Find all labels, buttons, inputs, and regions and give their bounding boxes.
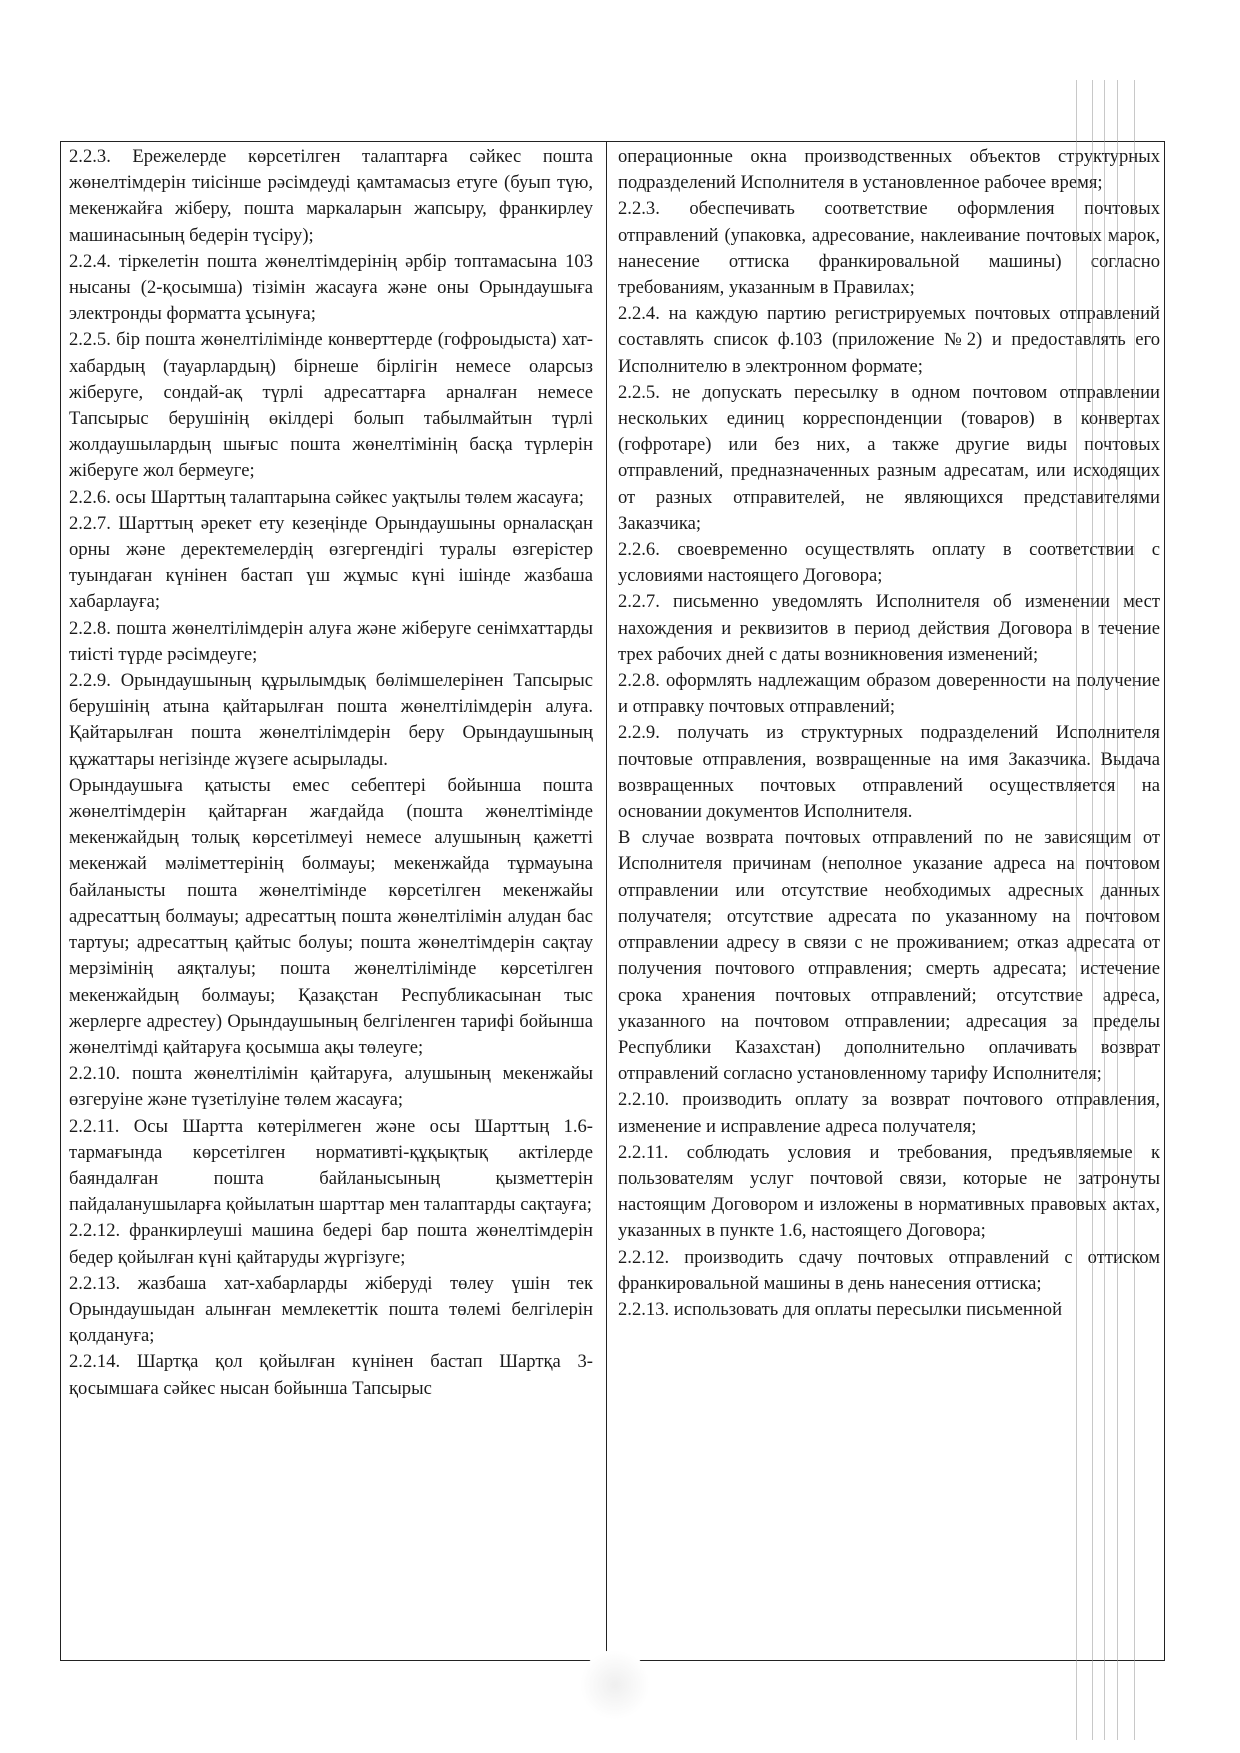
ru-clause-2-2-9: 2.2.9. получать из структурных подразделений Исполнителя почтовые отправления, возвращенные на имя Заказчика. Выдача возвращенных почтовых отправлений осуществляется на основании документов Исполнителя. bbox=[618, 722, 1160, 823]
kz-clause-2-2-11: 2.2.11. Осы Шартта көтерілмеген және осы Шарттың 1.6-тармағында көрсетілген нормативті-құқықтық актілерде баяндалған пошта байланысының қызметтерін пайдаланушыларға қойылатын шарттар мен талаптарды сақтауға; bbox=[69, 1115, 593, 1216]
ru-clause-2-2-6: 2.2.6. своевременно осуществлять оплату в соответствии с условиями настоящего Договора; bbox=[618, 539, 1160, 587]
kz-clause-2-2-12: 2.2.12. франкирлеуші машина бедері бар пошта жөнелтімдерін бедер қойылған күні қайтаруды жүргізуге; bbox=[69, 1220, 593, 1268]
ru-clause-continued: операционные окна производственных объектов структурных подразделений Исполнителя в установленное рабочее время; bbox=[618, 146, 1160, 194]
kz-clause-2-2-9-return: Орындаушыға қатысты емес себептері бойынша пошта жөнелтімдерін қайтарған жағдайда (пошта жөнелтімінде мекенжайдың толық көрсетілмеуі немесе алушының қажетті мекенжай мәліметтерінің болмауы; мекенжайда тұрмауына байланысты пошта жөнелтімінде көрсетілген мекенжайы адресаттың болмауы; адресаттың пошта жөнелтілімін алудан бас тартуы; адресаттың қайтыс болуы; пошта жөнелтімдерін сақтау мерзімінің аяқталуы; пошта жөнелтілімінде көрсетілген мекенжайдың болмауы; Қазақстан Республикасынан тыс жерлерге адрестеу) Орындаушының белгіленген тарифі бойынша жөнелтімді қайтаруға қосымша ақы төлеуге; bbox=[69, 774, 593, 1058]
ru-clause-2-2-10: 2.2.10. производить оплату за возврат почтового отправления, изменение и исправление адреса получателя; bbox=[618, 1089, 1160, 1137]
kz-clause-2-2-9: 2.2.9. Орындаушының құрылымдық бөлімшелерінен Тапсырыс берушінің атына қайтарылған пошта жөнелтілімдерін алуға. Қайтарылған пошта жөнелтілімдерін беру Орындаушының құжаттары негізінде жүзеге асырылады. bbox=[69, 670, 593, 770]
scan-artifact-line bbox=[1104, 80, 1105, 1740]
kazakh-column bbox=[69, 144, 593, 1660]
kz-clause-2-2-4: 2.2.4. тіркелетін пошта жөнелтімдерінің әрбір топтамасына 103 нысаны (2-қосымша) тізімін жасауға және оны Орындаушыға электронды форматта ұсынуға; bbox=[69, 250, 593, 325]
ru-clause-2-2-11: 2.2.11. соблюдать условия и требования, предъявляемые к пользователям услуг почтовой связи, которые не затронуты настоящим Договором и изложены в нормативных правовых актах, указанных в пункте 1.6, настоящего Договора; bbox=[618, 1141, 1160, 1242]
kz-clause-2-2-10: 2.2.10. пошта жөнелтілімін қайтаруға, алушының мекенжайы өзгеруіне және түзетілуіне төлем жасауға; bbox=[69, 1063, 593, 1111]
ru-clause-2-2-12: 2.2.12. производить сдачу почтовых отправлений с оттиском франкировальной машины в день нанесения оттиска; bbox=[618, 1246, 1160, 1294]
kz-clause-2-2-14: 2.2.14. Шартқа қол қойылған күнінен бастап Шартқа 3-қосымшаға сәйкес нысан бойынша Тапсырыс bbox=[69, 1351, 593, 1399]
kz-clause-2-2-3: 2.2.3. Ережелерде көрсетілген талаптарға сәйкес пошта жөнелтімдерін тиісінше рәсімдеуді қамтамасыз етуге (буып түю, мекенжайға жіберу, пошта маркаларын жапсыру, франкирлеу машинасының бедерін түсіру); bbox=[69, 146, 593, 246]
ru-clause-2-2-7: 2.2.7. письменно уведомлять Исполнителя об изменении мест нахождения и реквизитов в период действия Договора в течение трех рабочих дней с даты возникновения изменений; bbox=[618, 591, 1160, 665]
ru-clause-2-2-8: 2.2.8. оформлять надлежащим образом доверенности на получение и отправку почтовых отправлений; bbox=[618, 670, 1160, 718]
scan-artifact-line bbox=[1134, 80, 1135, 1740]
russian-column bbox=[618, 144, 1160, 1660]
ru-clause-2-2-3: 2.2.3. обеспечивать соответствие оформления почтовых отправлений (упаковка, адресование, наклеивание почтовых марок, нанесение оттиска франкировальной машины) согласно требованиям, указанным в Правилах; bbox=[618, 198, 1160, 299]
scan-artifact-line bbox=[1117, 80, 1118, 1740]
ru-clause-2-2-4: 2.2.4. на каждую партию регистрируемых почтовых отправлений составлять список ф.103 (приложение №2) и предоставлять его Исполнителю в электронном формате; bbox=[618, 303, 1160, 377]
column-divider bbox=[606, 142, 607, 1660]
kz-clause-2-2-8: 2.2.8. пошта жөнелтілімдерін алуға және жіберуге сенімхаттарды тиісті түрде рәсімдеуге; bbox=[69, 617, 593, 665]
kz-clause-2-2-5: 2.2.5. бір пошта жөнелтілімінде конверттерде (гофроыдыста) хат-хабардың (тауарлардың) бірнеше бірлігін немесе оларсыз жіберуге, сондай-ақ түрлі адресаттарға арналған немесе Тапсырыс берушінің өкілдері болып табылмайтын түрлі жолдаушылардың шығыс пошта жөнелтімінің басқа түрлерін жіберуге жол бермеуге; bbox=[69, 329, 593, 482]
ru-clause-2-2-9-return: В случае возврата почтовых отправлений по не зависящим от Исполнителя причинам (неполное указание адреса на почтовом отправлении или отсутствие необходимых адресных данных получателя; отсутствие адресата по указанному на почтовом отправлении адресу в связи с не проживанием; отказ адресата от получения почтового отправления; смерть адресата; истечение срока хранения почтовых отправлений; отсутствие адреса, указанного на почтовом отправлении; адресация за пределы Республики Казахстан) дополнительно оплачивать возврат отправлений согласно установленному тарифу Исполнителя; bbox=[618, 827, 1160, 1085]
paper-smudge bbox=[580, 1650, 650, 1720]
kz-clause-2-2-13: 2.2.13. жазбаша хат-хабарларды жіберуді төлеу үшін тек Орындаушыдан алынған мемлекеттік пошта төлемі белгілерін қолдануға; bbox=[69, 1272, 593, 1347]
scan-artifact-line bbox=[1076, 80, 1077, 1740]
kz-clause-2-2-6: 2.2.6. осы Шарттың талаптарына сәйкес уақтылы төлем жасауға; bbox=[69, 486, 584, 508]
bilingual-contract-table bbox=[60, 141, 1165, 1661]
ru-clause-2-2-13: 2.2.13. использовать для оплаты пересылки письменной bbox=[618, 1298, 1063, 1320]
scan-artifact-line bbox=[1092, 80, 1093, 1740]
ru-clause-2-2-5: 2.2.5. не допускать пересылку в одном почтовом отправлении нескольких единиц корреспонденции (товаров) в конвертах (гофротаре) или без них, а также другие виды почтовых отправлений, предназначенных разным адресатам, или исходящих от разных отправителей, не являющихся представителями Заказчика; bbox=[618, 381, 1160, 534]
kz-clause-2-2-7: 2.2.7. Шарттың әрекет ету кезеңінде Орындаушыны орналасқан орны және деректемелердің өзгергендігі туралы өзгерістер туындаған күнінен бастап үш жұмыс күні ішінде жазбаша хабарлауға; bbox=[69, 512, 593, 613]
